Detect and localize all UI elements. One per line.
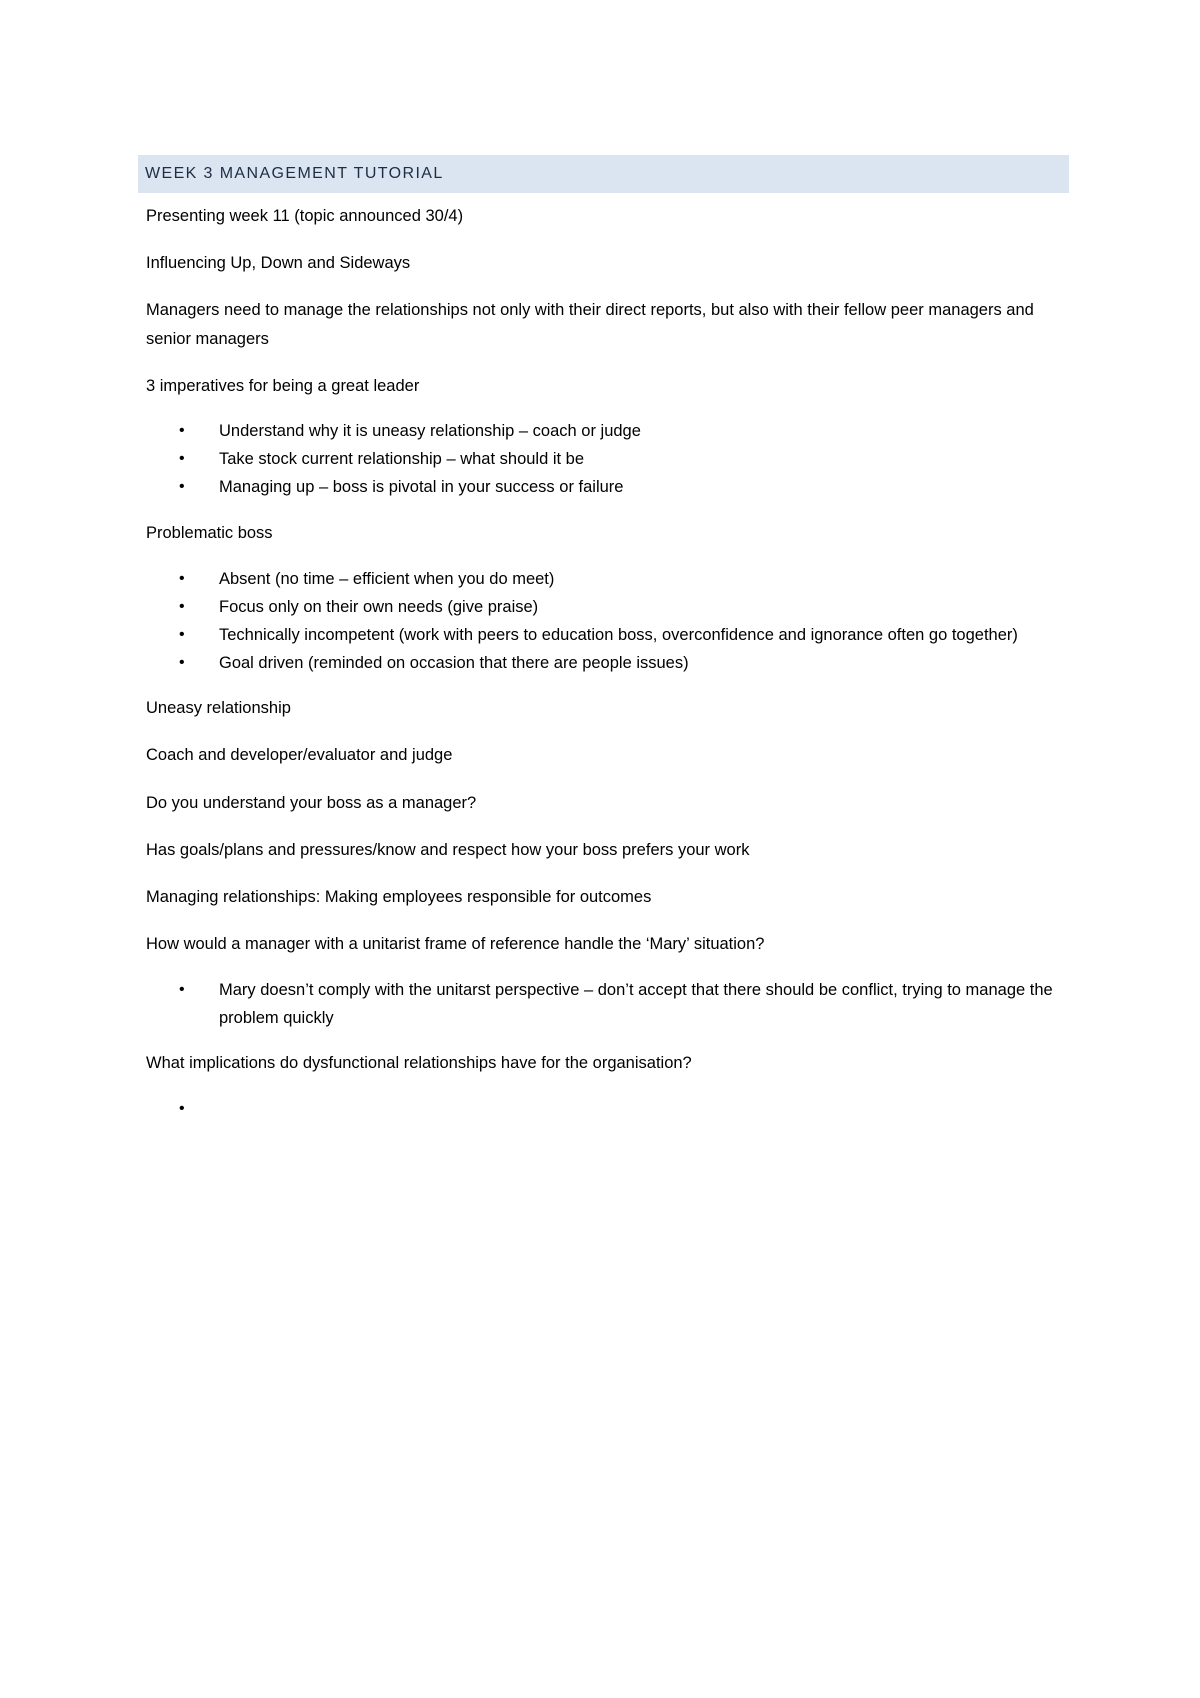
list-item-text: Technically incompetent (work with peers to education boss, overconfidence and ignorance often go together) — [219, 626, 1018, 644]
imperatives-list — [139, 417, 1069, 501]
influencing-heading: Influencing Up, Down and Sideways — [146, 254, 411, 272]
list-item — [139, 445, 1069, 473]
imperatives-heading: 3 imperatives for being a great leader — [146, 377, 420, 395]
problematic-boss-heading: Problematic boss — [146, 524, 273, 542]
mary-list — [139, 976, 1069, 1032]
has-goals-line: Has goals/plans and pressures/know and respect how your boss prefers your work — [146, 841, 750, 859]
understand-boss-line: Do you understand your boss as a manager? — [146, 794, 477, 812]
coach-developer-line: Coach and developer/evaluator and judge — [146, 746, 453, 764]
bullet-icon: • — [179, 654, 185, 671]
list-item-text: Understand why it is uneasy relationship – coach or judge — [219, 422, 641, 440]
presenting-line: Presenting week 11 (topic announced 30/4) — [146, 207, 464, 225]
bullet-icon: • — [179, 981, 185, 998]
heading-text: WEEK 3 MANAGEMENT TUTORIAL — [145, 165, 444, 182]
list-item — [139, 417, 1069, 445]
bullet-icon: • — [179, 422, 185, 439]
document-heading — [138, 155, 1069, 193]
list-item — [139, 565, 1069, 593]
list-item — [139, 976, 1069, 1032]
unitarist-question: How would a manager with a unitarist frame of reference handle the ‘Mary’ situation? — [146, 935, 765, 953]
bullet-icon: • — [179, 1100, 185, 1117]
list-item — [139, 649, 1069, 677]
problematic-boss-list — [139, 565, 1069, 677]
list-item — [139, 473, 1069, 501]
list-item — [139, 1095, 1069, 1123]
list-item-text: Mary doesn’t comply with the unitarst perspective – don’t accept that there should be conflict, trying to manage the problem quickly — [219, 981, 1053, 1027]
document-content — [139, 155, 1069, 1123]
managing-relationships-heading: Managing relationships: Making employees responsible for outcomes — [146, 888, 652, 906]
list-item-text: Managing up – boss is pivotal in your success or failure — [219, 478, 624, 496]
bullet-icon: • — [179, 450, 185, 467]
list-item-text: Take stock current relationship – what should it be — [219, 450, 585, 468]
list-item-text: Focus only on their own needs (give praise) — [219, 598, 539, 616]
bullet-icon: • — [179, 478, 185, 495]
bullet-icon: • — [179, 570, 185, 587]
list-item-text: Goal driven (reminded on occasion that there are people issues) — [219, 654, 689, 672]
implications-question: What implications do dysfunctional relationships have for the organisation? — [146, 1054, 692, 1072]
uneasy-relationship-heading: Uneasy relationship — [146, 699, 291, 717]
bullet-icon: • — [179, 626, 185, 643]
implications-list — [139, 1095, 1069, 1123]
list-item-text: Absent (no time – efficient when you do meet) — [219, 570, 555, 588]
managers-paragraph: Managers need to manage the relationships not only with their direct reports, but also with their fellow peer managers and senior managers — [146, 301, 1034, 348]
bullet-icon: • — [179, 598, 185, 615]
list-item — [139, 593, 1069, 621]
list-item — [139, 621, 1069, 649]
